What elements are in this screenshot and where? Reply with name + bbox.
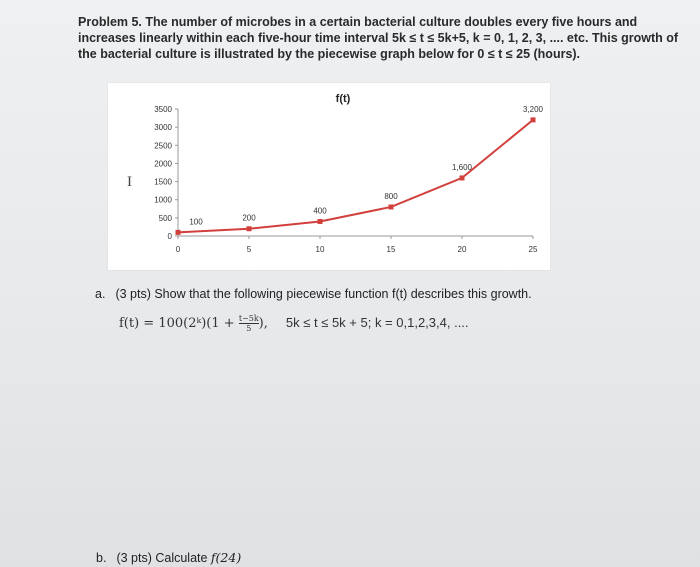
x-tick-label: 25 <box>528 245 538 254</box>
y-tick-label: 500 <box>158 213 172 223</box>
question-b-label: b. <box>96 551 107 565</box>
formula-fraction <box>239 314 259 333</box>
question-b <box>96 550 241 565</box>
formula-lhs: f(t) = 100(2ᵏ)(1 + <box>119 316 239 331</box>
data-point-marker <box>176 230 181 235</box>
data-point-marker <box>460 175 465 180</box>
x-tick-label: 0 <box>175 245 181 254</box>
text-cursor-icon: I <box>127 174 132 190</box>
x-tick-label: 20 <box>457 245 467 254</box>
y-tick-label: 3000 <box>154 123 172 133</box>
series-line <box>178 120 533 232</box>
formula-fraction-numerator: t−5k <box>238 314 259 323</box>
problem-line-1: Problem 5. The number of microbes in a certain bacterial culture doubles every five hours and <box>78 15 638 29</box>
question-a <box>95 287 532 301</box>
y-tick-label: 0 <box>167 232 172 241</box>
question-b-text: (3 pts) Calculate <box>116 551 211 565</box>
data-point-marker <box>247 226 252 231</box>
data-label: 3,200 <box>522 104 544 114</box>
problem-line-3: the bacterial culture is illustrated by the piecewise graph below for 0 ≤ t ≤ 25 (hours). <box>78 47 581 61</box>
y-tick-label: 1500 <box>154 177 172 187</box>
formula-rhs: ), <box>258 316 268 331</box>
problem-statement <box>78 14 678 62</box>
question-a-text: (3 pts) Show that the following piecewise function f(t) describes this growth. <box>115 287 532 301</box>
formula-fraction-denominator: 5 <box>246 324 252 333</box>
x-tick-label: 10 <box>315 245 325 254</box>
data-point-marker <box>389 204 394 209</box>
chart-title: f(t) <box>335 93 351 105</box>
data-point-marker <box>318 219 323 224</box>
data-point-marker <box>531 117 536 122</box>
data-label: 400 <box>313 206 327 216</box>
question-b-expression: f(24) <box>210 550 242 565</box>
growth-chart-svg <box>108 83 550 270</box>
growth-chart <box>108 83 550 270</box>
data-label: 200 <box>242 213 256 223</box>
formula-condition: 5k ≤ t ≤ 5k + 5; k = 0,1,2,3,4, .... <box>285 315 469 330</box>
data-label: 800 <box>384 191 398 201</box>
x-tick-label: 15 <box>386 245 396 254</box>
piecewise-formula <box>119 314 469 333</box>
y-tick-label: 2000 <box>154 159 172 169</box>
question-a-label: a. <box>95 287 106 301</box>
y-tick-label: 3500 <box>154 105 172 114</box>
data-label: 100 <box>189 217 203 227</box>
problem-line-2: increases linearly within each five-hour time interval 5k ≤ t ≤ 5k+5, k = 0, 1, 2, 3, .... etc. This growth of <box>78 31 679 45</box>
x-tick-label: 5 <box>246 245 252 254</box>
y-tick-label: 1000 <box>154 195 172 205</box>
data-label: 1,600 <box>451 162 473 172</box>
y-tick-label: 2500 <box>154 141 172 151</box>
